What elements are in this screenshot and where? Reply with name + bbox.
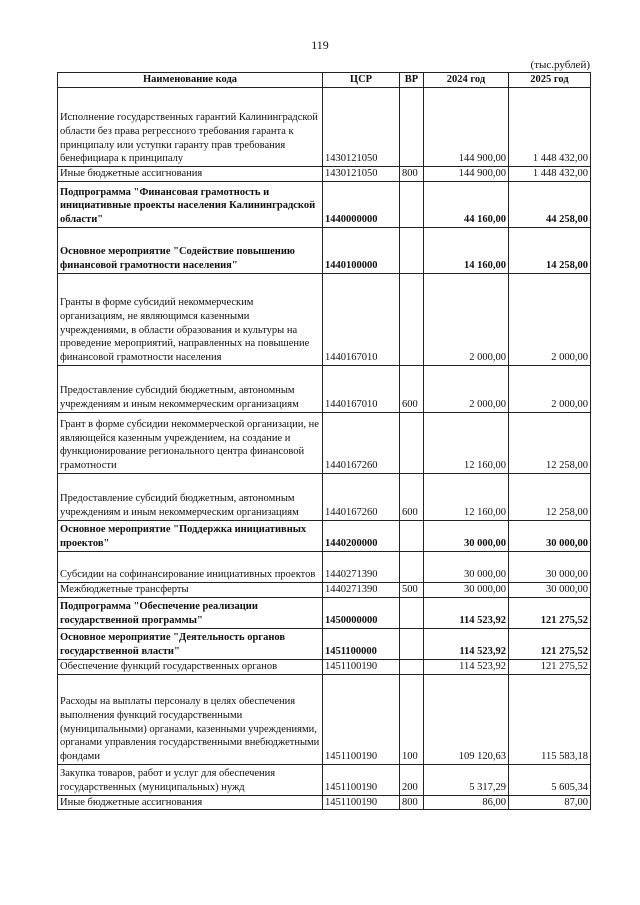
row-name: Основное мероприятие "Поддержка инициативных проектов"	[58, 520, 323, 551]
row-2024: 44 160,00	[424, 181, 509, 227]
table-row	[58, 582, 591, 597]
row-2025: 1 448 432,00	[509, 88, 591, 167]
row-vr	[400, 551, 424, 582]
table-row	[58, 365, 591, 412]
table-row	[58, 88, 591, 167]
table-header-row	[58, 73, 591, 88]
row-name: Исполнение государственных гарантий Калининградской области без права регрессного требования гаранта к принципалу или уступки гаранту прав требования бенефициара к принципалу	[58, 88, 323, 167]
row-2025: 12 258,00	[509, 412, 591, 473]
row-2024: 14 160,00	[424, 227, 509, 273]
row-2024: 12 160,00	[424, 412, 509, 473]
row-2025: 12 258,00	[509, 473, 591, 520]
row-name: Грант в форме субсидии некоммерческой организации, не являющейся казенным учреждением, на создание и функционирование регионального центра финансовой грамотности	[58, 412, 323, 473]
row-name: Подпрограмма "Финансовая грамотность и инициативные проекты населения Калининградской области"	[58, 181, 323, 227]
row-vr	[400, 659, 424, 674]
row-2024: 114 523,92	[424, 597, 509, 628]
row-2024: 109 120,63	[424, 674, 509, 764]
table-row	[58, 273, 591, 365]
row-name: Закупка товаров, работ и услуг для обеспечения государственных (муниципальных) нужд	[58, 764, 323, 795]
row-2024: 5 317,29	[424, 764, 509, 795]
row-vr	[400, 227, 424, 273]
row-2025: 2 000,00	[509, 365, 591, 412]
row-vr	[400, 88, 424, 167]
row-name: Предоставление субсидий бюджетным, автономным учреждениям и иным некоммерческим организациям	[58, 365, 323, 412]
row-csr: 1440167010	[323, 365, 400, 412]
table-row	[58, 412, 591, 473]
row-vr	[400, 520, 424, 551]
row-csr: 1450000000	[323, 597, 400, 628]
row-csr: 1430121050	[323, 88, 400, 167]
row-2024: 144 900,00	[424, 88, 509, 167]
table-row	[58, 597, 591, 628]
row-2024: 2 000,00	[424, 365, 509, 412]
row-2024: 86,00	[424, 795, 509, 810]
header-2025: 2025 год	[509, 73, 591, 88]
row-2025: 5 605,34	[509, 764, 591, 795]
table-row	[58, 764, 591, 795]
header-csr: ЦСР	[323, 73, 400, 88]
row-2025: 30 000,00	[509, 520, 591, 551]
row-csr: 1440200000	[323, 520, 400, 551]
row-csr: 1440271390	[323, 551, 400, 582]
row-name: Иные бюджетные ассигнования	[58, 795, 323, 810]
table-row	[58, 227, 591, 273]
table-row	[58, 551, 591, 582]
row-2025: 2 000,00	[509, 273, 591, 365]
page-number: 119	[311, 38, 329, 52]
table-row	[58, 795, 591, 810]
row-csr: 1440000000	[323, 181, 400, 227]
row-name: Основное мероприятие "Содействие повышению финансовой грамотности населения"	[58, 227, 323, 273]
row-vr	[400, 628, 424, 659]
header-2024: 2024 год	[424, 73, 509, 88]
row-name: Обеспечение функций государственных органов	[58, 659, 323, 674]
row-vr: 600	[400, 365, 424, 412]
row-csr: 1451100190	[323, 659, 400, 674]
table-row	[58, 181, 591, 227]
header-vr: ВР	[400, 73, 424, 88]
row-name: Субсидии на софинансирование инициативных проектов	[58, 551, 323, 582]
row-csr: 1451100190	[323, 795, 400, 810]
row-vr	[400, 181, 424, 227]
row-vr: 500	[400, 582, 424, 597]
row-2024: 30 000,00	[424, 520, 509, 551]
row-vr	[400, 273, 424, 365]
row-name: Подпрограмма "Обеспечение реализации государственной программы"	[58, 597, 323, 628]
row-csr: 1440167260	[323, 412, 400, 473]
row-csr: 1430121050	[323, 167, 400, 182]
row-2024: 12 160,00	[424, 473, 509, 520]
row-2025: 30 000,00	[509, 582, 591, 597]
row-2024: 30 000,00	[424, 551, 509, 582]
row-2025: 1 448 432,00	[509, 167, 591, 182]
row-csr: 1451100190	[323, 674, 400, 764]
row-2025: 121 275,52	[509, 597, 591, 628]
table-row	[58, 520, 591, 551]
row-name: Межбюджетные трансферты	[58, 582, 323, 597]
row-2025: 87,00	[509, 795, 591, 810]
row-2024: 144 900,00	[424, 167, 509, 182]
row-2025: 14 258,00	[509, 227, 591, 273]
row-name: Основное мероприятие "Деятельность органов государственной власти"	[58, 628, 323, 659]
row-vr: 600	[400, 473, 424, 520]
row-2024: 30 000,00	[424, 582, 509, 597]
row-vr: 100	[400, 674, 424, 764]
row-csr: 1440167260	[323, 473, 400, 520]
table-row	[58, 473, 591, 520]
row-vr: 800	[400, 167, 424, 182]
row-vr	[400, 597, 424, 628]
row-2025: 121 275,52	[509, 659, 591, 674]
row-vr	[400, 412, 424, 473]
row-csr: 1451100190	[323, 764, 400, 795]
table-row	[58, 659, 591, 674]
row-2025: 30 000,00	[509, 551, 591, 582]
row-2024: 114 523,92	[424, 628, 509, 659]
row-name: Иные бюджетные ассигнования	[58, 167, 323, 182]
table-row	[58, 167, 591, 182]
table-row	[58, 628, 591, 659]
row-vr: 800	[400, 795, 424, 810]
row-csr: 1440167010	[323, 273, 400, 365]
row-name: Гранты в форме субсидий некоммерческим организациям, не являющимся казенными учреждениями, в области образования и культуры на проведение мероприятий, направленных на повышение финансовой грамотности населения	[58, 273, 323, 365]
row-2025: 121 275,52	[509, 628, 591, 659]
row-csr: 1440100000	[323, 227, 400, 273]
row-2024: 114 523,92	[424, 659, 509, 674]
row-vr: 200	[400, 764, 424, 795]
row-name: Расходы на выплаты персоналу в целях обеспечения выполнения функций государственными (муниципальными) органами, казенными учреждениями, органами управления государственными внебюджетными фондами	[58, 674, 323, 764]
table-row	[58, 674, 591, 764]
row-2024: 2 000,00	[424, 273, 509, 365]
budget-table	[57, 72, 591, 810]
row-csr: 1451100000	[323, 628, 400, 659]
row-name: Предоставление субсидий бюджетным, автономным учреждениям и иным некоммерческим организациям	[58, 473, 323, 520]
units-label: (тыс.рублей)	[530, 59, 590, 71]
row-2025: 115 583,18	[509, 674, 591, 764]
header-name: Наименование кода	[58, 73, 323, 88]
row-2025: 44 258,00	[509, 181, 591, 227]
row-csr: 1440271390	[323, 582, 400, 597]
